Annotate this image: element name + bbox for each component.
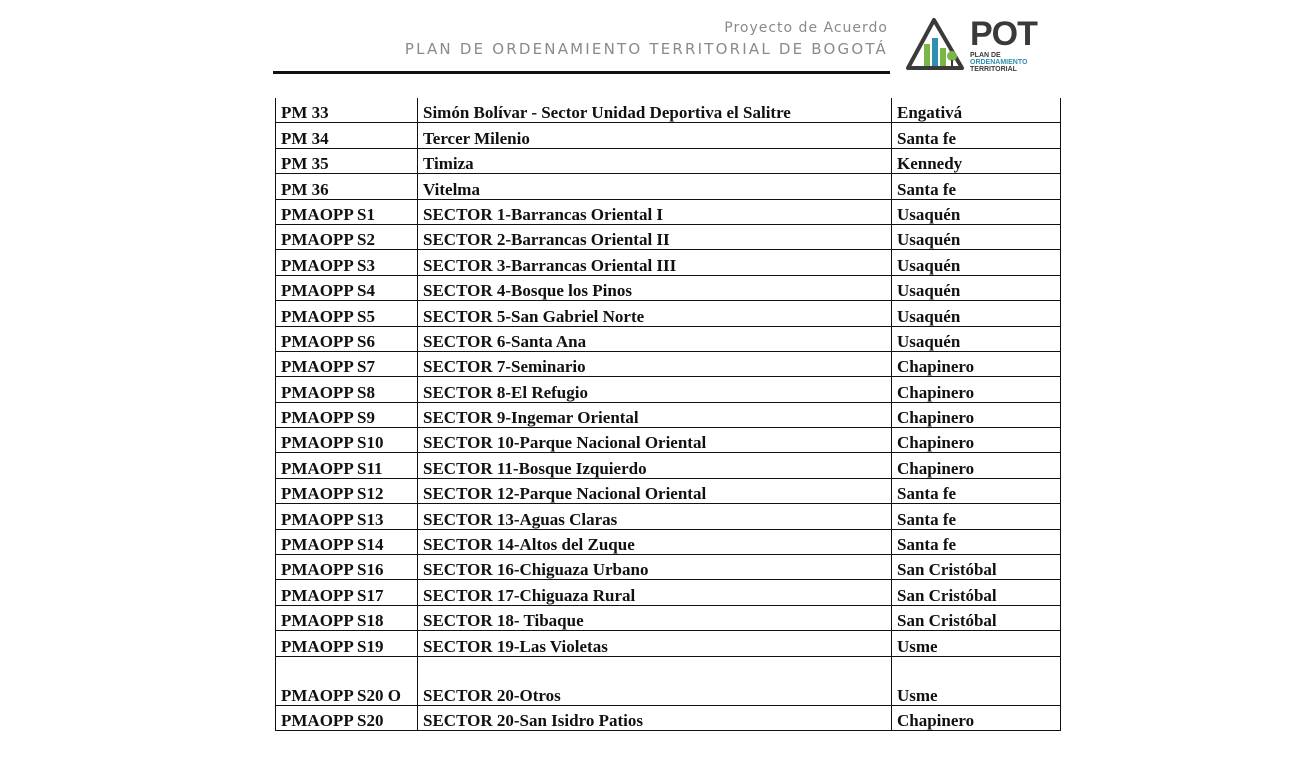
cell-code: PMAOPP S17 <box>276 580 418 605</box>
cell-name: Timiza <box>418 148 892 173</box>
cell-code: PMAOPP S14 <box>276 529 418 554</box>
cell-locality: Santa fe <box>892 529 1061 554</box>
cell-locality: Usaquén <box>892 250 1061 275</box>
table-row <box>276 98 1061 123</box>
cell-locality: Chapinero <box>892 402 1061 427</box>
table-row <box>276 529 1061 554</box>
cell-locality: Chapinero <box>892 351 1061 376</box>
cell-locality: Usaquén <box>892 301 1061 326</box>
table-row <box>276 351 1061 376</box>
table-row <box>276 605 1061 630</box>
cell-locality: San Cristóbal <box>892 555 1061 580</box>
table-row <box>276 275 1061 300</box>
cell-locality: Chapinero <box>892 428 1061 453</box>
table-row <box>276 224 1061 249</box>
cell-code: PMAOPP S5 <box>276 301 418 326</box>
cell-name: SECTOR 3-Barrancas Oriental III <box>418 250 892 275</box>
cell-code: PMAOPP S9 <box>276 402 418 427</box>
cell-locality: Usaquén <box>892 275 1061 300</box>
cell-locality: San Cristóbal <box>892 580 1061 605</box>
pot-logo-line1: PLAN DE <box>970 52 1001 59</box>
table-row <box>276 301 1061 326</box>
cell-name: SECTOR 18- Tibaque <box>418 605 892 630</box>
cell-locality: Usme <box>892 656 1061 705</box>
pot-logo-line2: ORDENAMIENTO <box>970 59 1028 66</box>
cell-code: PM 34 <box>276 123 418 148</box>
cell-name: SECTOR 1-Barrancas Oriental I <box>418 199 892 224</box>
cell-name: SECTOR 7-Seminario <box>418 351 892 376</box>
cell-code: PMAOPP S16 <box>276 555 418 580</box>
table-row <box>276 705 1061 730</box>
cell-name: SECTOR 11-Bosque Izquierdo <box>418 453 892 478</box>
cell-locality: Santa fe <box>892 504 1061 529</box>
cell-locality: Usaquén <box>892 224 1061 249</box>
header-divider <box>273 71 890 74</box>
pot-logo <box>904 14 1044 72</box>
cell-name: SECTOR 16-Chiguaza Urbano <box>418 555 892 580</box>
cell-code: PMAOPP S11 <box>276 453 418 478</box>
cell-locality: Usaquén <box>892 199 1061 224</box>
cell-name: Tercer Milenio <box>418 123 892 148</box>
cell-name: SECTOR 12-Parque Nacional Oriental <box>418 478 892 503</box>
cell-name: SECTOR 8-El Refugio <box>418 377 892 402</box>
cell-code: PM 36 <box>276 174 418 199</box>
table-row <box>276 453 1061 478</box>
table-row <box>276 402 1061 427</box>
table-row <box>276 250 1061 275</box>
cell-locality: Engativá <box>892 98 1061 123</box>
cell-locality: Chapinero <box>892 377 1061 402</box>
cell-code: PMAOPP S7 <box>276 351 418 376</box>
cell-name: Vitelma <box>418 174 892 199</box>
cell-code: PMAOPP S8 <box>276 377 418 402</box>
cell-code: PMAOPP S10 <box>276 428 418 453</box>
cell-name: SECTOR 19-Las Violetas <box>418 631 892 656</box>
cell-name: SECTOR 2-Barrancas Oriental II <box>418 224 892 249</box>
cell-code: PMAOPP S2 <box>276 224 418 249</box>
table-row <box>276 428 1061 453</box>
parks-table <box>275 98 1061 731</box>
table-row <box>276 478 1061 503</box>
cell-code: PMAOPP S12 <box>276 478 418 503</box>
cell-locality: Santa fe <box>892 123 1061 148</box>
table-row <box>276 656 1061 705</box>
cell-code: PMAOPP S6 <box>276 326 418 351</box>
cell-code: PMAOPP S18 <box>276 605 418 630</box>
cell-locality: Kennedy <box>892 148 1061 173</box>
cell-code: PM 35 <box>276 148 418 173</box>
cell-name: SECTOR 13-Aguas Claras <box>418 504 892 529</box>
cell-locality: San Cristóbal <box>892 605 1061 630</box>
table-row <box>276 199 1061 224</box>
cell-name: Simón Bolívar - Sector Unidad Deportiva el Salitre <box>418 98 892 123</box>
header-title: PLAN DE ORDENAMIENTO TERRITORIAL DE BOGOTÁ <box>404 40 888 58</box>
cell-code: PMAOPP S4 <box>276 275 418 300</box>
cell-locality: Usaquén <box>892 326 1061 351</box>
cell-name: SECTOR 5-San Gabriel Norte <box>418 301 892 326</box>
cell-locality: Santa fe <box>892 478 1061 503</box>
cell-name: SECTOR 9-Ingemar Oriental <box>418 402 892 427</box>
cell-locality: Chapinero <box>892 453 1061 478</box>
pot-logo-icon <box>904 14 968 72</box>
cell-code: PMAOPP S20 O <box>276 656 418 705</box>
table-row <box>276 174 1061 199</box>
cell-name: SECTOR 14-Altos del Zuque <box>418 529 892 554</box>
table-row <box>276 631 1061 656</box>
table-row <box>276 555 1061 580</box>
cell-name: SECTOR 20-San Isidro Patios <box>418 705 892 730</box>
cell-name: SECTOR 4-Bosque los Pinos <box>418 275 892 300</box>
table-row <box>276 123 1061 148</box>
cell-code: PM 33 <box>276 98 418 123</box>
table-row <box>276 326 1061 351</box>
cell-name: SECTOR 10-Parque Nacional Oriental <box>418 428 892 453</box>
parks-table-body <box>276 98 1061 730</box>
pot-logo-line3: TERRITORIAL <box>970 66 1017 73</box>
header-subtitle: Proyecto de Acuerdo <box>724 20 888 36</box>
cell-name: SECTOR 6-Santa Ana <box>418 326 892 351</box>
cell-locality: Chapinero <box>892 705 1061 730</box>
cell-code: PMAOPP S3 <box>276 250 418 275</box>
cell-code: PMAOPP S13 <box>276 504 418 529</box>
table-row <box>276 580 1061 605</box>
cell-code: PMAOPP S20 <box>276 705 418 730</box>
cell-name: SECTOR 20-Otros <box>418 656 892 705</box>
cell-locality: Santa fe <box>892 174 1061 199</box>
pot-logo-word: POT <box>970 15 1037 53</box>
cell-locality: Usme <box>892 631 1061 656</box>
cell-code: PMAOPP S19 <box>276 631 418 656</box>
page-header <box>0 0 1300 80</box>
table-row <box>276 148 1061 173</box>
table-row <box>276 504 1061 529</box>
cell-code: PMAOPP S1 <box>276 199 418 224</box>
table-row <box>276 377 1061 402</box>
cell-name: SECTOR 17-Chiguaza Rural <box>418 580 892 605</box>
